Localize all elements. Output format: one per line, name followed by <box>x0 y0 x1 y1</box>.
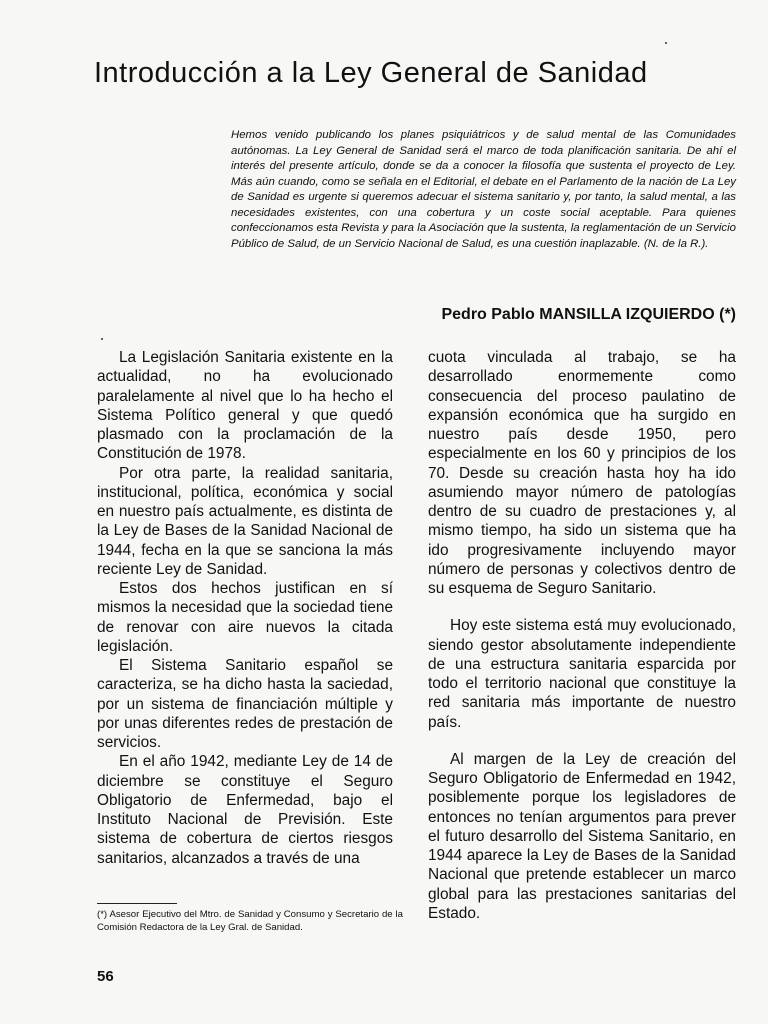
paragraph: En el año 1942, mediante Ley de 14 de diciembre se constituye el Seguro Obligatorio de Enfermedad, bajo el Instituto Nacional de Previsión. Este sistema de cobertura de ciertos riesgos sanitarios, alcanzados a través de una <box>97 753 393 867</box>
paragraph: La Legislación Sanitaria existente en la actualidad, no ha evolucionado paralelamente al nivel que lo ha hecho el Sistema Político general y que quedó plasmado con la proclamación de la Constitución de 1978. <box>97 349 393 463</box>
print-speck <box>101 338 103 340</box>
paragraph: Al margen de la Ley de creación del Seguro Obligatorio de Enfermedad en 1942, posiblemente porque los legisladores de entonces no tenían argumentos para prever el futuro desarrollo del Sistema Sanitario, en 1944 aparece la Ley de Bases de la Sanidad Nacional que pretende establecer un marco global para las prestaciones sanitarias del Estado. <box>428 750 736 922</box>
editorial-abstract: Hemos venido publicando los planes psiquiátricos y de salud mental de las Comunidades autónomas. La Ley General de Sanidad será el marco de toda planificación sanitaria. De ahí el interés del presente artículo, donde se da a conocer la filosofía que sustenta el proyecto de Ley. Más aún cuando, como se señala en el Editorial, el debate en el Parlamento de la nación de La Ley de Sanidad es urgente si queremos adecuar el sistema sanitario y, por tanto, la salud mental, a las necesidades existentes, con una cobertura y un coste social aceptable. Para quienes confeccionamos esta Revista y para la Asociación que la sustenta, la reglamentación de un Servicio Público de Salud, de un Servicio Nacional de Salud, es una cuestión inaplazable. (N. de la R.). <box>231 129 736 250</box>
footnote: (*) Asesor Ejecutivo del Mtro. de Sanidad y Consumo y Secretario de la Comisión Redactora de la Ley Gral. de Sanidad. <box>97 909 403 933</box>
page-number: 56 <box>97 968 114 985</box>
author-byline: Pedro Pablo MANSILLA IZQUIERDO (*) <box>441 306 736 323</box>
body-column-left <box>97 348 393 868</box>
paragraph: Estos dos hechos justifican en sí mismos la necesidad que la sociedad tiene de renovar con aire nuevos la citada legislación. <box>97 580 393 655</box>
paragraph: El Sistema Sanitario español se caracteriza, se ha dicho hasta la saciedad, por un sistema de financiación múltiple y por unas diferentes redes de prestación de servicios. <box>97 657 393 751</box>
print-speck <box>665 42 667 44</box>
paragraph: Por otra parte, la realidad sanitaria, institucional, política, económica y social en nuestro país actualmente, es distinta de la Ley de Bases de la Sanidad Nacional de 1944, fecha en la que se sanciona la más reciente Ley de Sanidad. <box>97 464 393 578</box>
body-column-right <box>428 348 736 923</box>
article-title: Introducción a la Ley General de Sanidad <box>94 57 648 89</box>
footnote-divider <box>97 903 177 904</box>
paragraph: cuota vinculada al trabajo, se ha desarrollado enormemente como consecuencia del proceso paulatino de expansión económica que ha surgido en nuestro país desde 1950, pero especialmente en los 60 y principios de los 70. Desde su creación hasta hoy ha ido asumiendo mayor número de patologías dentro de su cuadro de prestaciones y, al mismo tiempo, ha sido un sistema que ha ido progresivamente incluyendo mayor número de personas y colectivos dentro de su esquema de Seguro Sanitario. <box>428 349 736 597</box>
paragraph: Hoy este sistema está muy evolucionado, siendo gestor absolutamente independiente de una estructura sanitaria esparcida por todo el territorio nacional que constituye la red sanitaria más importante de nuestro país. <box>428 617 736 731</box>
